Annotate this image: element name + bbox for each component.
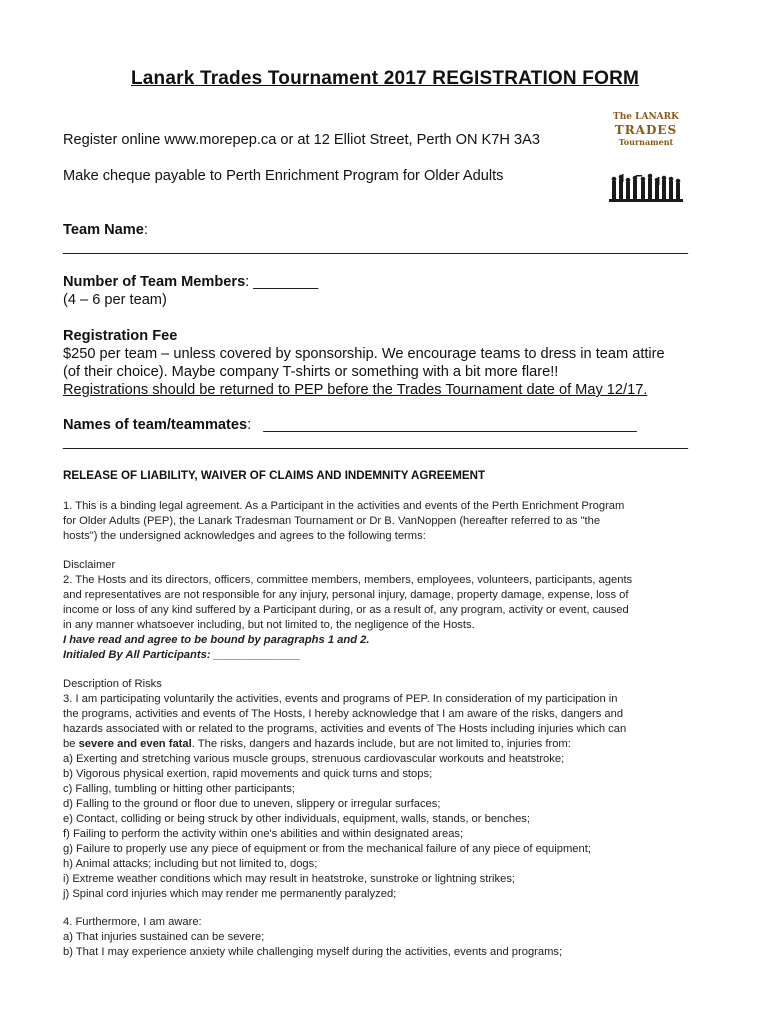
registration-fee-line-1: $250 per team – unless covered by sponsorship. We encourage teams to dress in team attire <box>63 346 665 362</box>
disclaimer-heading: Disclaimer <box>63 559 116 571</box>
logo-line-3: Tournament <box>618 137 674 147</box>
risks-line <box>63 737 713 752</box>
disclaimer-line: in any manner whatsoever including, but not limited to, the negligence of the Hosts. <box>63 619 475 631</box>
teammate-names-blank-2: _____________________________________________________________________________ <box>63 434 688 450</box>
initials-field: Initialed By All Participants: ______________ <box>63 649 301 661</box>
paragraph-1-line: 1. This is a binding legal agreement. As a Participant in the activities and events of the Perth Enrichment Program <box>63 500 625 512</box>
paragraph-4-line: a) That injuries sustained can be severe; <box>63 931 265 943</box>
paragraph-4-line: 4. Furthermore, I am aware: <box>63 916 202 928</box>
teammate-names-field <box>63 416 637 434</box>
release-heading: RELEASE OF LIABILITY, WAIVER OF CLAIMS AND INDEMNITY AGREEMENT <box>63 469 486 482</box>
risk-item: g) Failure to properly use any piece of equipment or from the mechanical failure of any piece of equipment; <box>63 843 591 855</box>
risk-item: d) Falling to the ground or floor due to uneven, slippery or irregular surfaces; <box>63 798 441 810</box>
logo-line-1: The LANARK <box>613 112 679 122</box>
risk-item: i) Extreme weather conditions which may result in heatstroke, sunstroke or lightning strikes; <box>63 873 516 885</box>
disclaimer-line: 2. The Hosts and its directors, officers, committee members, members, employees, volunteers, participants, agents <box>63 574 633 586</box>
team-members-field <box>63 273 318 291</box>
registration-fee-line-2: (of their choice). Maybe company T-shirts or something with a bit more flare!! <box>63 364 559 380</box>
risks-line: hazards associated with or related to the programs, activities and events of The Hosts including injuries which can <box>63 723 627 735</box>
risks-section <box>63 677 713 902</box>
page-title: Lanark Trades Tournament 2017 REGISTRATION FORM <box>130 68 640 89</box>
team-name-colon: : <box>143 222 148 238</box>
disclaimer-section <box>63 558 713 663</box>
paragraph-1 <box>63 499 713 544</box>
risks-line: 3. I am participating voluntarily the activities, events and programs of PEP. In consideration of my participation in <box>63 693 618 705</box>
logo-line-2: TRADES <box>614 123 678 137</box>
risks-line-suffix: . The risks, dangers and hazards include, but are not limited to, injuries from: <box>191 738 571 750</box>
cheque-line: Make cheque payable to Perth Enrichment Program for Older Adults <box>63 168 504 184</box>
paragraph-1-line: hosts") the undersigned acknowledges and agrees to the following terms: <box>63 530 426 542</box>
team-name-label: Team Name <box>63 222 144 238</box>
risk-item: f) Failing to perform the activity within one's abilities and within designated areas; <box>63 828 464 840</box>
severe-emphasis: severe and even fatal <box>78 738 192 750</box>
registration-deadline: Registrations should be returned to PEP before the Trades Tournament date of May 12/17. <box>63 382 648 398</box>
risk-item: b) Vigorous physical exertion, rapid movements and quick turns and stops; <box>63 768 433 780</box>
disclaimer-line: and representatives are not responsible for any injury, personal injury, damage, property damage, expense, loss of <box>63 589 629 601</box>
team-name-blank: _____________________________________________________________________________ <box>63 239 688 255</box>
tradespeople-silhouette-icon <box>609 173 683 203</box>
team-members-blank: : ________ <box>245 274 319 290</box>
team-name-field <box>63 221 148 239</box>
paragraph-1-line: for Older Adults (PEP), the Lanark Tradesman Tournament or Dr B. VanNoppen (hereafter referred to as "the <box>63 515 601 527</box>
risk-item: a) Exerting and stretching various muscle groups, strenuous cardiovascular workouts and heatstroke; <box>63 753 565 765</box>
disclaimer-line: income or loss of any kind suffered by a Participant during, or as a result of, any program, activity or event, caused <box>63 604 629 616</box>
team-members-note: (4 – 6 per team) <box>63 292 167 308</box>
risk-item: e) Contact, colliding or being struck by other individuals, equipment, walls, stands, or benches; <box>63 813 531 825</box>
risks-line-prefix: be <box>63 738 79 750</box>
tournament-logo <box>606 112 686 203</box>
agreement-statement: I have read and agree to be bound by paragraphs 1 and 2. <box>63 634 370 646</box>
paragraph-4-line: b) That I may experience anxiety while challenging myself during the activities, events and programs; <box>63 946 563 958</box>
teammate-names-label: Names of team/teammates <box>63 417 248 433</box>
teammate-names-blank-1: ______________________________________________ <box>263 417 637 433</box>
team-members-label: Number of Team Members <box>63 274 246 290</box>
risk-item: c) Falling, tumbling or hitting other participants; <box>63 783 295 795</box>
risk-item: h) Animal attacks; including but not limited to, dogs; <box>63 858 318 870</box>
register-online-line: Register online www.morepep.ca or at 12 Elliot Street, Perth ON K7H 3A3 <box>63 132 540 148</box>
risk-item: j) Spinal cord injuries which may render me permanently paralyzed; <box>63 888 397 900</box>
risks-heading: Description of Risks <box>63 678 162 690</box>
teammate-names-colon: : <box>247 417 252 433</box>
risks-line: the programs, activities and events of The Hosts, I hereby acknowledge that I am aware of the risks, dangers and <box>63 708 624 720</box>
registration-fee-heading: Registration Fee <box>63 328 178 344</box>
paragraph-4 <box>63 915 713 960</box>
